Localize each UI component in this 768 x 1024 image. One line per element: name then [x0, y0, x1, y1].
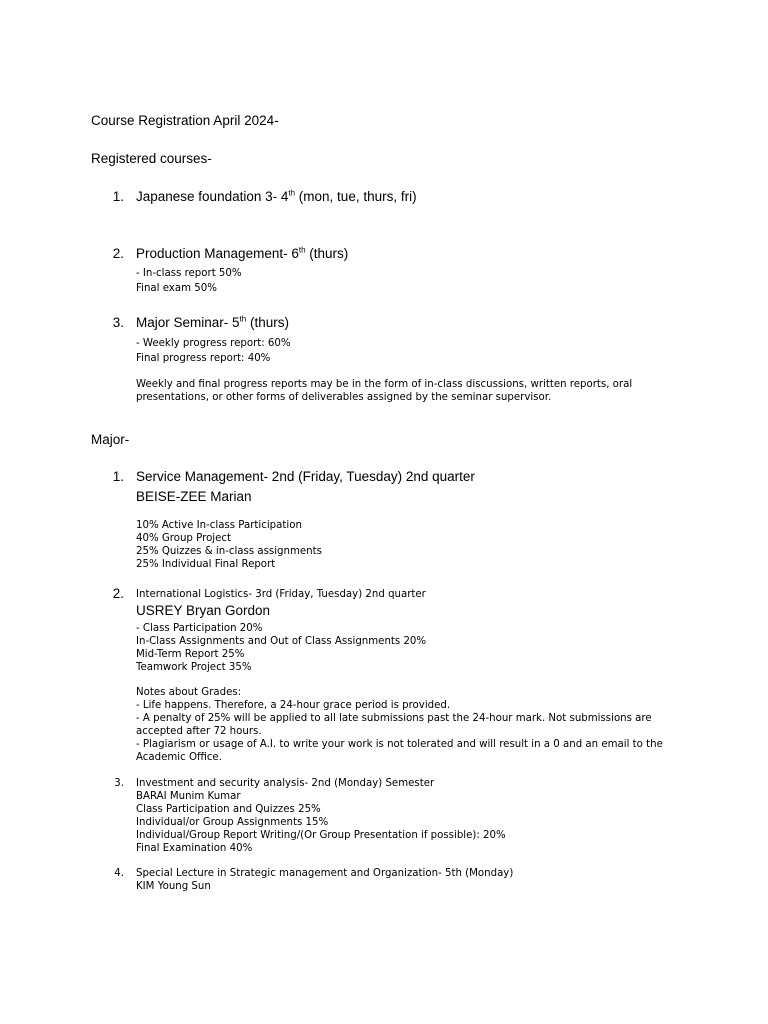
grade-line: 25% Quizzes & in-class assignments — [136, 546, 322, 557]
grade-line: Individual/Group Report Writing/(Or Group Presentation if possible): 20% — [136, 830, 506, 841]
major-course-4-title: Special Lecture in Strategic management and Organization- 5th (Monday) — [136, 868, 514, 879]
grade-line: Class Participation and Quizzes 25% — [136, 804, 321, 815]
grade-line: Mid-Term Report 25% — [136, 649, 245, 660]
grade-line: Teamwork Project 35% — [136, 662, 252, 673]
instructor-name: KIM Young Sun — [136, 881, 211, 892]
grade-line: - In-class report 50% — [136, 268, 242, 279]
major-heading: Major- — [91, 432, 130, 447]
grade-line: Individual/or Group Assignments 15% — [136, 817, 329, 828]
registered-course-3: Major Seminar- 5th (thurs) — [136, 314, 289, 330]
grade-line: - Weekly progress report: 60% — [136, 338, 291, 349]
notes-line: - Plagiarism or usage of A.I. to write your work is not tolerated and will result in a 0 and an email to the — [136, 739, 663, 750]
grade-line: - Class Participation 20% — [136, 623, 263, 634]
major-course-3-title: Investment and security analysis- 2nd (Monday) Semester — [136, 778, 435, 789]
list-number: 3. — [114, 778, 124, 789]
instructor-name: BARAI Munim Kumar — [136, 791, 241, 802]
grade-line: 40% Group Project — [136, 533, 231, 544]
major-course-1-title: Service Management- 2nd (Friday, Tuesday) 2nd quarter — [136, 469, 475, 484]
grade-line: Final Examination 40% — [136, 843, 253, 854]
list-number: 3. — [112, 315, 124, 330]
grade-line: Final exam 50% — [136, 283, 217, 294]
grade-line: In-Class Assignments and Out of Class Assignments 20% — [136, 636, 427, 647]
grade-line: 25% Individual Final Report — [136, 559, 276, 570]
instructor-name: USREY Bryan Gordon — [136, 603, 271, 618]
registered-heading: Registered courses- — [91, 151, 212, 166]
notes-line: - Life happens. Therefore, a 24-hour grace period is provided. — [136, 700, 451, 711]
notes-line: Academic Office. — [136, 752, 222, 763]
note-line: Weekly and final progress reports may be in the form of in-class discussions, written reports, oral — [136, 379, 633, 390]
list-number: 2. — [112, 246, 124, 261]
notes-line: Notes about Grades: — [136, 687, 242, 698]
notes-line: accepted after 72 hours. — [136, 726, 262, 737]
list-number: 1. — [112, 469, 124, 484]
registered-course-1: Japanese foundation 3- 4th (mon, tue, thurs, fri) — [136, 188, 417, 204]
page-title: Course Registration April 2024- — [91, 113, 279, 128]
notes-line: - A penalty of 25% will be applied to all late submissions past the 24-hour mark. Not submissions are — [136, 713, 652, 724]
list-number: 1. — [112, 189, 124, 204]
grade-line: 10% Active In-class Participation — [136, 520, 302, 531]
major-course-2-title: International Logistics- 3rd (Friday, Tuesday) 2nd quarter — [136, 589, 426, 600]
instructor-name: BEISE-ZEE Marian — [136, 489, 252, 504]
note-line: presentations, or other forms of deliverables assigned by the seminar supervisor. — [136, 392, 552, 403]
registered-course-2: Production Management- 6th (thurs) — [136, 245, 349, 261]
list-number: 4. — [114, 868, 124, 879]
grade-line: Final progress report: 40% — [136, 353, 271, 364]
list-number: 2. — [112, 586, 124, 601]
